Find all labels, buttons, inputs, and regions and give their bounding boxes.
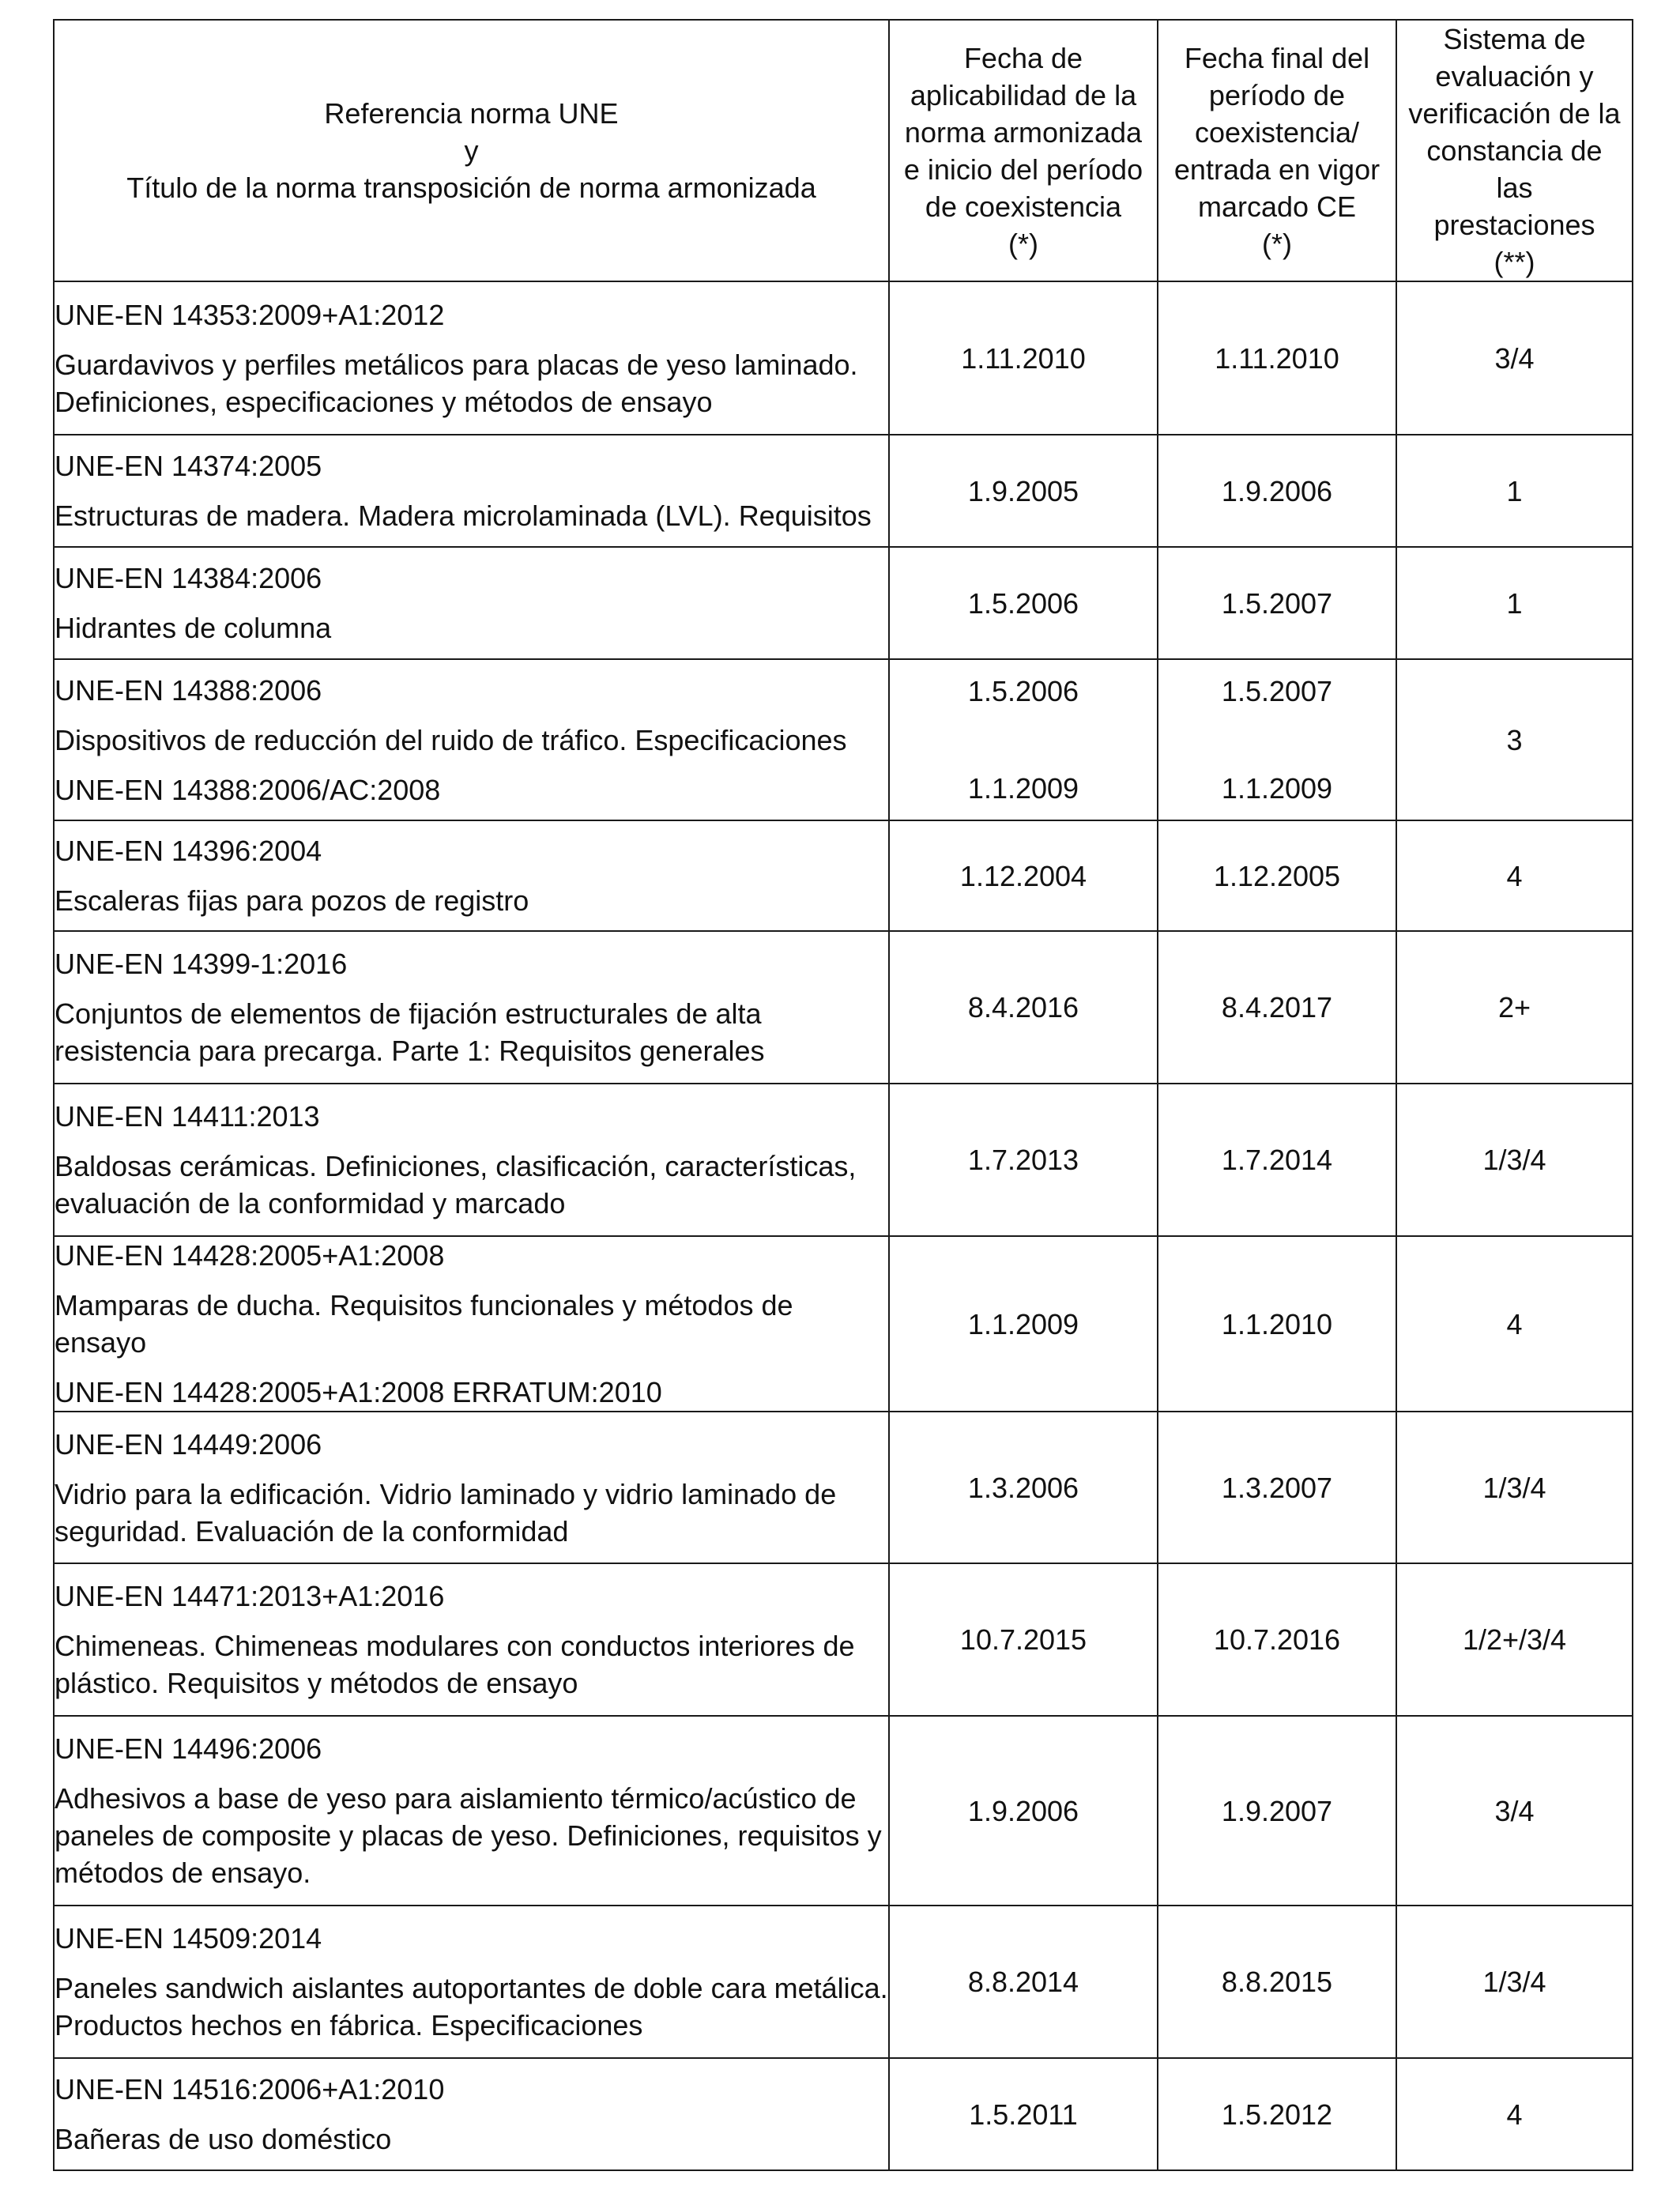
reference-cell (54, 547, 889, 659)
standards-table (53, 19, 1633, 2171)
header-date1-line: norma armonizada (904, 115, 1143, 149)
standard-title-line: resistencia para precarga. Parte 1: Requisitos generales (55, 1035, 765, 1067)
table-row (54, 1236, 1633, 1412)
header-reference (54, 20, 889, 281)
applicability-date: 1.9.2006 (889, 1716, 1158, 1906)
coexistence-end-date: 8.4.2017 (1158, 931, 1396, 1084)
evaluation-system: 1 (1396, 547, 1633, 659)
header-system-line: (**) (1494, 246, 1535, 278)
coexistence-end-date: 1.9.2006 (1158, 435, 1396, 547)
standard-title-line: Productos hechos en fábrica. Especificaciones (55, 2009, 643, 2041)
header-coexistence-end-date (1158, 20, 1396, 281)
table-row (54, 1084, 1633, 1236)
coexistence-end-date: 1.11.2010 (1158, 281, 1396, 435)
evaluation-system: 1/3/4 (1396, 1084, 1633, 1236)
header-date2-line: período de (1208, 78, 1346, 111)
coexistence-end-date: 8.8.2015 (1158, 1906, 1396, 2058)
reference-cell (54, 1412, 889, 1563)
evaluation-system: 1/3/4 (1396, 1906, 1633, 2058)
standard-title-line: Adhesivos a base de yeso para aislamiento térmico/acústico de (55, 1782, 857, 1815)
coexistence-end-date: 1.12.2005 (1158, 820, 1396, 931)
standard-title-line: plástico. Requisitos y métodos de ensayo (55, 1667, 578, 1699)
standard-code: UNE-EN 14471:2013+A1:2016 (55, 1580, 445, 1612)
coexistence-end-date: 1.5.2007 (1158, 547, 1396, 659)
header-date1-line: Fecha de (963, 41, 1083, 74)
applicability-date: 10.7.2015 (889, 1563, 1158, 1716)
standard-code: UNE-EN 14353:2009+A1:2012 (55, 298, 445, 331)
reference-cell (54, 1236, 889, 1412)
coexistence-end-dates (1158, 659, 1396, 820)
evaluation-system: 4 (1396, 1236, 1633, 1412)
applicability-date: 1.5.2006 (889, 547, 1158, 659)
header-applicability-date (889, 20, 1158, 281)
evaluation-system: 4 (1396, 820, 1633, 931)
table-row (54, 1716, 1633, 1906)
standard-code: UNE-EN 14396:2004 (55, 835, 322, 867)
standard-title-line: Chimeneas. Chimeneas modulares con conductos interiores de (55, 1630, 855, 1662)
header-system-line: verificación de la (1408, 97, 1621, 130)
coexistence-end-date: 10.7.2016 (1158, 1563, 1396, 1716)
reference-cell (54, 1906, 889, 2058)
header-reference-line: Referencia norma UNE (324, 97, 619, 130)
table-row (54, 547, 1633, 659)
evaluation-system: 1/2+/3/4 (1396, 1563, 1633, 1716)
evaluation-system: 1/3/4 (1396, 1412, 1633, 1563)
reference-cell (54, 1084, 889, 1236)
standard-title-line: Bañeras de uso doméstico (55, 2123, 392, 2155)
header-date1-line: aplicabilidad de la (910, 78, 1137, 111)
applicability-date: 1.5.2006 (967, 675, 1079, 707)
table-header-row (54, 20, 1633, 281)
coexistence-end-date: 1.9.2007 (1158, 1716, 1396, 1906)
standard-title-line: Guardavivos y perfiles metálicos para placas de yeso laminado. (55, 348, 858, 381)
standard-code: UNE-EN 14399-1:2016 (55, 948, 348, 980)
reference-cell (54, 2058, 889, 2170)
reference-cell (54, 1716, 889, 1906)
standard-code-corrigendum: UNE-EN 14388:2006/AC:2008 (55, 773, 441, 806)
evaluation-system: 4 (1396, 2058, 1633, 2170)
applicability-date: 8.8.2014 (889, 1906, 1158, 2058)
standard-title-line: Escaleras fijas para pozos de registro (55, 884, 529, 917)
table-row (54, 1412, 1633, 1563)
applicability-date: 1.12.2004 (889, 820, 1158, 931)
header-system-line: constancia de las (1426, 134, 1603, 204)
standard-title-line: seguridad. Evaluación de la conformidad (55, 1514, 569, 1547)
header-date1-line: de coexistencia (925, 190, 1122, 223)
standard-code: UNE-EN 14411:2013 (55, 1100, 320, 1133)
reference-cell (54, 1563, 889, 1716)
header-date1-line: (*) (1008, 227, 1038, 260)
coexistence-end-date: 1.1.2010 (1158, 1236, 1396, 1412)
table-row (54, 435, 1633, 547)
standard-title-line: paneles de composite y placas de yeso. Definiciones, requisitos y (55, 1819, 882, 1852)
reference-cell (54, 931, 889, 1084)
table-row (54, 820, 1633, 931)
evaluation-system: 1 (1396, 435, 1633, 547)
coexistence-end-date: 1.5.2012 (1158, 2058, 1396, 2170)
header-system-line: prestaciones (1433, 209, 1595, 241)
applicability-date: 1.5.2011 (889, 2058, 1158, 2170)
standard-title-line: Estructuras de madera. Madera microlaminada (LVL). Requisitos (55, 499, 872, 532)
standard-code: UNE-EN 14449:2006 (55, 1427, 322, 1461)
header-date2-line: marcado CE (1197, 190, 1357, 223)
applicability-dates (889, 659, 1158, 820)
header-date1-line: e inicio del período (903, 153, 1143, 186)
coexistence-end-date: 1.7.2014 (1158, 1084, 1396, 1236)
evaluation-system: 3/4 (1396, 1716, 1633, 1906)
standard-code: UNE-EN 14374:2005 (55, 450, 322, 482)
standard-title-line: Definiciones, especificaciones y métodos de ensayo (55, 385, 713, 418)
coexistence-end-date-corrigendum: 1.1.2009 (1221, 772, 1333, 805)
applicability-date: 1.7.2013 (889, 1084, 1158, 1236)
standard-title-line: Vidrio para la edificación. Vidrio laminado y vidrio laminado de (55, 1477, 837, 1510)
header-date2-line: coexistencia/ (1194, 115, 1360, 149)
header-date2-line: Fecha final del (1184, 41, 1370, 74)
applicability-date-corrigendum: 1.1.2009 (967, 772, 1079, 805)
reference-cell (54, 281, 889, 435)
standard-title-line: evaluación de la conformidad y marcado (55, 1187, 566, 1220)
header-reference-line: Título de la norma transposición de norma armonizada (126, 172, 816, 204)
standard-title-line: Conjuntos de elementos de fijación estructurales de alta (55, 997, 762, 1030)
standard-code-erratum: UNE-EN 14428:2005+A1:2008 ERRATUM:2010 (55, 1376, 662, 1408)
standard-title-line: métodos de ensayo. (55, 1857, 311, 1889)
standard-title-line: Dispositivos de reducción del ruido de tráfico. Especificaciones (55, 723, 847, 756)
standard-code: UNE-EN 14388:2006 (55, 673, 322, 707)
applicability-date: 1.3.2006 (889, 1412, 1158, 1563)
standard-code: UNE-EN 14509:2014 (55, 1922, 322, 1955)
standard-code: UNE-EN 14384:2006 (55, 562, 322, 594)
standard-code: UNE-EN 14496:2006 (55, 1732, 322, 1765)
table-row (54, 1906, 1633, 2058)
table-row (54, 2058, 1633, 2170)
applicability-date: 8.4.2016 (889, 931, 1158, 1084)
standard-code: UNE-EN 14428:2005+A1:2008 (55, 1239, 445, 1272)
applicability-date: 1.1.2009 (889, 1236, 1158, 1412)
reference-cell (54, 659, 889, 820)
standard-title-line: Baldosas cerámicas. Definiciones, clasificación, características, (55, 1150, 857, 1182)
header-system-line: Sistema de (1443, 23, 1586, 55)
standard-title-line: Paneles sandwich aislantes autoportantes de doble cara metálica. (55, 1972, 888, 2004)
table-row (54, 659, 1633, 820)
applicability-date: 1.9.2005 (889, 435, 1158, 547)
table-row (54, 281, 1633, 435)
evaluation-system: 3 (1396, 659, 1633, 820)
reference-cell (54, 820, 889, 931)
coexistence-end-date: 1.5.2007 (1221, 675, 1333, 707)
evaluation-system: 3/4 (1396, 281, 1633, 435)
standard-code: UNE-EN 14516:2006+A1:2010 (55, 2073, 445, 2105)
table-row (54, 931, 1633, 1084)
reference-cell (54, 435, 889, 547)
coexistence-end-date: 1.3.2007 (1158, 1412, 1396, 1563)
applicability-date: 1.11.2010 (889, 281, 1158, 435)
evaluation-system: 2+ (1396, 931, 1633, 1084)
table-row (54, 1563, 1633, 1716)
header-reference-line: y (464, 134, 479, 167)
standard-title-line: Mamparas de ducha. Requisitos funcionales y métodos de ensayo (55, 1289, 793, 1359)
standard-title-line: Hidrantes de columna (55, 612, 332, 644)
header-date2-line: entrada en vigor (1173, 153, 1381, 186)
header-system-line: evaluación y (1435, 60, 1594, 92)
header-date2-line: (*) (1262, 227, 1292, 260)
header-evaluation-system (1396, 20, 1633, 281)
